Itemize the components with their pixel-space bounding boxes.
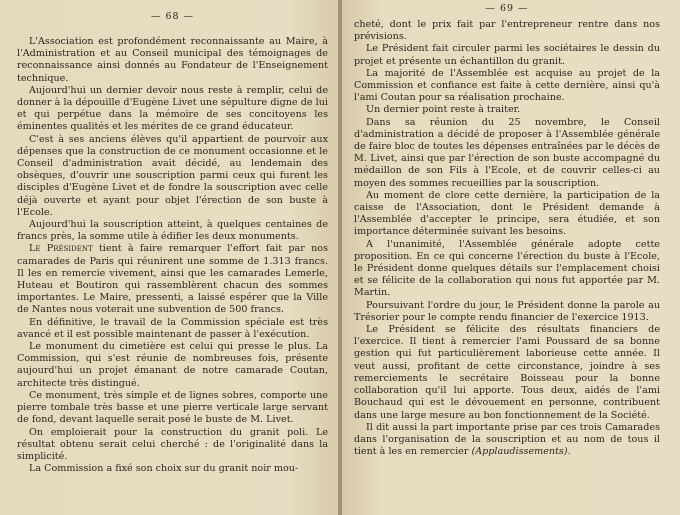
paragraph: Aujourd'hui la souscription atteint, à quelques centaines de francs près, la somme utile à édifier les deux monuments. — [17, 219, 328, 243]
paragraph: Le monument du cimetière est celui qui presse le plus. La Commission, qui s'est réunie de nombreuses fois, présente aujourd'hui un projet émanant de notre camarade Coutan, architecte très distingué. — [17, 341, 328, 389]
paragraph: Ce monument, très simple et de lignes sobres, comporte une pierre tombale très basse et une pierre verticale large servant de fond, devant laquelle serait posé le buste de M. Livet. — [17, 389, 328, 426]
paragraph: La majorité de l'Assemblée est acquise au projet de la Commission et confiance est faite à cette dernière, ainsi qu'à l'ami Coutan pour sa réalisation prochaine. — [354, 67, 660, 104]
right-page — [342, 0, 680, 515]
paragraph — [354, 422, 660, 459]
paragraph: A l'unanimité, l'Assemblée générale adopte cette proposition. En ce qui concerne l'érection du buste à l'Ecole, le Président donne quelques détails sur l'emplacement choisi et se félicite de la collaboration qui nous fut apportée par M. Martin. — [354, 238, 660, 299]
paragraph: Le Président fait circuler parmi les sociétaires le dessin du projet et présente un échantillon du granit. — [354, 43, 660, 67]
paragraph: Le Président se félicite des résultats financiers de l'exercice. Il tient à remercier l'ami Poussard de sa bonne gestion qui fut particulièrement laborieuse cette année. Il veut aussi, profitant de cette circonstance, joindre à ses remerciements le secrétaire Boisseau pour la bonne collaboration qu'il lui apporte. Tous deux, aidés de l'ami Bouchaud qui est le dévouement en personne, contribuent dans une large mesure au bon fonctionnement de la Société. — [354, 324, 660, 421]
paragraph: cheté, dont le prix fait par l'entrepreneur rentre dans nos prévisions. — [354, 19, 660, 43]
paragraph: C'est à ses anciens élèves qu'il appartient de pourvoir aux dépenses que la construction de ce monument occasionne et le Conseil d'administration avait décidé, au lendemain des obsèques, d'ouvrir une souscription parmi ceux qui furent les disciples d'Eugène Livet et de fondre la souscription avec celle déjà ouverte et ayant pour objet l'érection de son buste à l'Ecole. — [17, 133, 328, 218]
left-page-body — [17, 36, 328, 475]
paragraph: Au moment de clore cette dernière, la participation de la caisse de l'Association, dont le Président demande à l'Assemblée d'accepter le principe, sera étudiée, et son importance déterminée suivant les besoins. — [354, 189, 660, 238]
speaker-name: Le Président — [29, 243, 93, 255]
page-number: — 69 — — [485, 3, 529, 14]
applause-note: (Applaudissements) — [471, 446, 568, 458]
paragraph — [17, 243, 328, 316]
paragraph: Dans sa réunion du 25 novembre, le Conseil d'administration a décidé de proposer à l'Assemblée générale de faire bloc de toutes les dépenses entraînées par le décès de M. Livet, ainsi que par l'érection de son buste accompagné du médaillon de son Fils à l'Ecole, et de couvrir celles-ci au moyen des sommes recueillies par la souscription. — [354, 116, 660, 189]
paragraph: Aujourd'hui un dernier devoir nous reste à remplir, celui de donner à la dépouille d'Eugène Livet une sépulture digne de lui et qui perpétue dans la mémoire de ses concitoyens les éminentes qualités et les mérites de ce grand éducateur. — [17, 84, 328, 133]
paragraph: En définitive, le travail de la Commission spéciale est très avancé et il est possible maintenant de passer à l'exécution. — [17, 316, 328, 340]
paragraph-text: Il dit aussi la part importante prise par ces trois Camarades dans l'organisation de la souscription et au nom de tous il tient à les en remercier — [354, 421, 660, 458]
right-page-body — [354, 19, 660, 458]
page-number: — 68 — — [150, 11, 195, 22]
paragraph: Poursuivant l'ordre du jour, le Président donne la parole au Trésorier pour le compte rendu financier de l'exercice 1913. — [354, 299, 660, 323]
paragraph-tail: . — [567, 446, 571, 458]
left-page — [0, 0, 338, 515]
paragraph: L'Association est profondément reconnaissante au Maire, à l'Administration et au Conseil municipal des témoignages de reconnaissance ainsi donnés au Fondateur de l'Enseignement technique. — [17, 36, 328, 84]
paragraph-text: tient à faire remarquer l'effort fait par nos camarades de Paris qui réunirent une somme de 1.313 francs. Il les en remercie vivement, ainsi que les camarades Lemerle, Huteau et Boutiron qui rassemblèrent chacun des sommes importantes. Le Maire, pressenti, a laissé espérer que la Ville de Nantes nous voterait une subvention de 500 francs. — [17, 243, 328, 316]
paragraph: On emploierait pour la construction du granit poli. Le résultat obtenu serait celui cherché : de l'originalité dans la simplicité. — [17, 426, 328, 462]
paragraph: Un dernier point reste à traiter. — [366, 104, 521, 116]
paragraph: La Commission a fixé son choix sur du granit noir mou- — [29, 463, 299, 475]
